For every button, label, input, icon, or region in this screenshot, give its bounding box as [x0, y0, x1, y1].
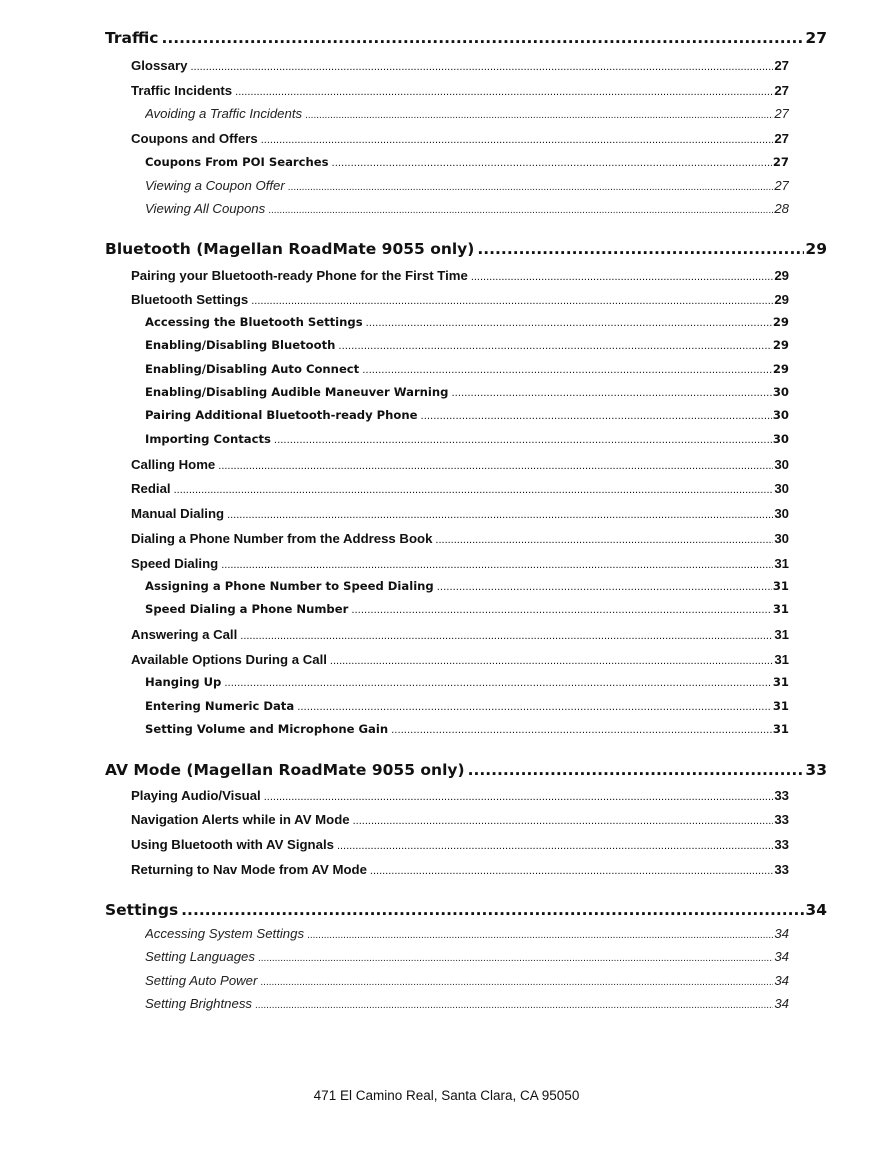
toc-entry-page-number: 31: [772, 722, 789, 736]
toc-entry-page-number: 31: [772, 699, 789, 713]
toc-entry[interactable]: [145, 996, 789, 1011]
toc-entry[interactable]: [145, 602, 789, 616]
toc-entry[interactable]: [145, 675, 789, 689]
toc-entry-page-number: 31: [772, 675, 789, 689]
toc-entry-title: Importing Contacts: [145, 432, 271, 446]
toc-entry-title: Available Options During a Call: [131, 652, 327, 667]
toc-entry-title: Avoiding a Traffic Incidents: [145, 106, 303, 121]
toc-entry-page-number: 27: [774, 58, 789, 73]
toc-entry-title: Setting Brightness: [145, 996, 253, 1011]
toc-entry[interactable]: [131, 627, 789, 642]
toc-entry-title: Viewing a Coupon Offer: [145, 178, 285, 193]
toc-entry[interactable]: [131, 556, 789, 571]
toc-entry[interactable]: [145, 579, 789, 593]
toc-dot-leader: [218, 460, 773, 472]
toc-dot-leader: [471, 271, 774, 283]
toc-dot-leader: [261, 134, 774, 146]
toc-entry-page-number: 29: [772, 338, 789, 352]
toc-dot-leader: [221, 559, 773, 571]
toc-entry-title: Bluetooth (Magellan RoadMate 9055 only): [105, 240, 475, 258]
toc-entry-page-number: 30: [772, 432, 789, 446]
toc-entry-title: Calling Home: [131, 457, 216, 472]
toc-dot-leader: [240, 630, 773, 642]
toc-entry-title: Accessing System Settings: [145, 926, 305, 941]
toc-entry-page-number: 31: [774, 627, 789, 642]
toc-entry[interactable]: [145, 432, 789, 446]
toc-entry[interactable]: [131, 531, 789, 546]
toc-entry-page-number: 34: [805, 901, 827, 919]
toc-entry-title: Playing Audio/Visual: [131, 788, 261, 803]
toc-dot-leader: [251, 295, 773, 307]
toc-dot-leader: [297, 702, 772, 713]
toc-entry-title: Settings: [105, 901, 179, 919]
toc-dot-leader: [330, 655, 773, 667]
toc-dot-leader: [468, 761, 805, 779]
toc-entry-page-number: 27: [774, 83, 789, 98]
toc-entry[interactable]: [145, 973, 789, 988]
toc-entry-page-number: 29: [772, 315, 789, 329]
toc-entry-title: Coupons From POI Searches: [145, 155, 329, 169]
toc-entry[interactable]: [131, 131, 789, 146]
toc-entry-title: Setting Languages: [145, 949, 255, 964]
toc-entry-page-number: 33: [774, 862, 789, 877]
toc-entry-title: Using Bluetooth with AV Signals: [131, 837, 334, 852]
toc-entry-page-number: 33: [774, 788, 789, 803]
toc-dot-leader: [451, 388, 771, 399]
toc-entry-page-number: 29: [774, 292, 789, 307]
toc-entry-title: Pairing Additional Bluetooth-ready Phone: [145, 408, 418, 422]
toc-entry-title: Navigation Alerts while in AV Mode: [131, 812, 350, 827]
toc-entry-page-number: 34: [774, 949, 789, 964]
toc-dot-leader: [227, 509, 773, 521]
toc-entry[interactable]: [131, 481, 789, 496]
toc-entry-page-number: 30: [772, 385, 789, 399]
toc-dot-leader: [332, 158, 772, 169]
toc-dot-leader: [274, 435, 772, 446]
toc-dot-leader: [258, 953, 773, 964]
toc-entry[interactable]: [105, 761, 827, 779]
page-footer-address: 471 El Camino Real, Santa Clara, CA 95050: [313, 1088, 580, 1103]
toc-entry[interactable]: [145, 338, 789, 352]
toc-entry[interactable]: [145, 201, 789, 216]
toc-entry-title: Enabling/Disabling Auto Connect: [145, 362, 360, 376]
toc-entry[interactable]: [145, 155, 789, 169]
toc-entry-title: Pairing your Bluetooth-ready Phone for the First Time: [131, 268, 468, 283]
toc-entry-page-number: 30: [774, 481, 789, 496]
toc-entry-page-number: 28: [774, 201, 789, 216]
toc-entry-title: Enabling/Disabling Audible Maneuver Warning: [145, 385, 449, 399]
toc-entry[interactable]: [145, 722, 789, 736]
toc-entry-page-number: 29: [805, 240, 827, 258]
toc-dot-leader: [391, 725, 772, 736]
toc-entry[interactable]: [131, 457, 789, 472]
toc-dot-leader: [255, 1000, 773, 1011]
toc-dot-leader: [338, 341, 771, 352]
toc-entry[interactable]: [145, 315, 789, 329]
toc-entry[interactable]: [131, 83, 789, 98]
toc-entry-page-number: 31: [772, 602, 789, 616]
toc-dot-leader: [366, 318, 772, 329]
toc-dot-leader: [421, 411, 772, 422]
toc-dot-leader: [235, 86, 773, 98]
toc-entry-title: AV Mode (Magellan RoadMate 9055 only): [105, 761, 465, 779]
toc-entry-page-number: 34: [774, 973, 789, 988]
toc-entry-title: Viewing All Coupons: [145, 201, 266, 216]
toc-entry-page-number: 31: [772, 579, 789, 593]
toc-dot-leader: [437, 582, 772, 593]
toc-dot-leader: [362, 365, 772, 376]
toc-dot-leader: [353, 815, 774, 827]
toc-entry[interactable]: [131, 837, 789, 852]
toc-dot-leader: [224, 678, 772, 689]
toc-entry-page-number: 29: [774, 268, 789, 283]
toc-entry-title: Hanging Up: [145, 675, 222, 689]
toc-entry-title: Assigning a Phone Number to Speed Dialing: [145, 579, 434, 593]
toc-entry-page-number: 33: [805, 761, 827, 779]
toc-entry-title: Returning to Nav Mode from AV Mode: [131, 862, 367, 877]
toc-entry-page-number: 33: [774, 837, 789, 852]
toc-dot-leader: [435, 534, 773, 546]
toc-dot-leader: [288, 182, 774, 193]
toc-entry-page-number: 27: [774, 178, 789, 193]
toc-entry[interactable]: [131, 268, 789, 283]
toc-entry[interactable]: [131, 862, 789, 877]
toc-entry[interactable]: [145, 408, 789, 422]
toc-entry-title: Accessing the Bluetooth Settings: [145, 315, 363, 329]
toc-entry-page-number: 29: [772, 362, 789, 376]
toc-dot-leader: [260, 977, 773, 988]
toc-entry[interactable]: [145, 385, 789, 399]
toc-entry-page-number: 34: [774, 996, 789, 1011]
toc-entry-title: Glossary: [131, 58, 188, 73]
toc-entry-page-number: 33: [774, 812, 789, 827]
toc-entry-title: Setting Auto Power: [145, 973, 258, 988]
toc-entry-page-number: 30: [772, 408, 789, 422]
toc-entry-title: Manual Dialing: [131, 506, 225, 521]
toc-entry-page-number: 27: [805, 29, 827, 47]
toc-entry[interactable]: [105, 240, 827, 258]
toc-entry-title: Dialing a Phone Number from the Address Book: [131, 531, 433, 546]
toc-entry[interactable]: [131, 506, 789, 521]
toc-entry[interactable]: [105, 29, 827, 47]
toc-dot-leader: [161, 29, 804, 47]
toc-dot-leader: [264, 791, 774, 803]
toc-dot-leader: [370, 865, 773, 877]
toc-entry-page-number: 30: [774, 457, 789, 472]
toc-entry-title: Bluetooth Settings: [131, 292, 249, 307]
toc-dot-leader: [337, 840, 773, 852]
toc-dot-leader: [268, 205, 773, 216]
toc-dot-leader: [351, 605, 772, 616]
toc-entry[interactable]: [145, 699, 789, 713]
toc-entry-page-number: 30: [774, 531, 789, 546]
toc-entry[interactable]: [145, 362, 789, 376]
toc-entry-page-number: 27: [772, 155, 789, 169]
toc-entry-title: Entering Numeric Data: [145, 699, 295, 713]
toc-entry[interactable]: [145, 106, 789, 121]
toc-entry[interactable]: [145, 926, 789, 941]
toc-entry[interactable]: [145, 949, 789, 964]
toc-entry-title: Setting Volume and Microphone Gain: [145, 722, 389, 736]
toc-entry-page-number: 34: [774, 926, 789, 941]
toc-dot-leader: [477, 240, 804, 258]
toc-dot-leader: [190, 61, 773, 73]
toc-entry[interactable]: [105, 901, 827, 919]
toc-dot-leader: [307, 930, 773, 941]
toc-entry-title: Speed Dialing a Phone Number: [145, 602, 349, 616]
toc-entry-title: Enabling/Disabling Bluetooth: [145, 338, 336, 352]
toc-entry[interactable]: [131, 58, 789, 73]
toc-entry[interactable]: [131, 812, 789, 827]
toc-entry-page-number: 30: [774, 506, 789, 521]
toc-entry-page-number: 27: [774, 131, 789, 146]
toc-entry-title: Traffic: [105, 29, 159, 47]
toc-entry-title: Traffic Incidents: [131, 83, 233, 98]
toc-entry-page-number: 31: [774, 556, 789, 571]
toc-dot-leader: [174, 484, 774, 496]
toc-entry[interactable]: [131, 292, 789, 307]
toc-entry-page-number: 31: [774, 652, 789, 667]
toc-entry-title: Redial: [131, 481, 171, 496]
toc-dot-leader: [181, 901, 804, 919]
toc-entry-page-number: 27: [774, 106, 789, 121]
toc-entry[interactable]: [145, 178, 789, 193]
toc-dot-leader: [305, 110, 773, 121]
toc-entry-title: Speed Dialing: [131, 556, 219, 571]
toc-entry[interactable]: [131, 652, 789, 667]
toc-entry-title: Answering a Call: [131, 627, 238, 642]
toc-entry[interactable]: [131, 788, 789, 803]
toc-entry-title: Coupons and Offers: [131, 131, 258, 146]
